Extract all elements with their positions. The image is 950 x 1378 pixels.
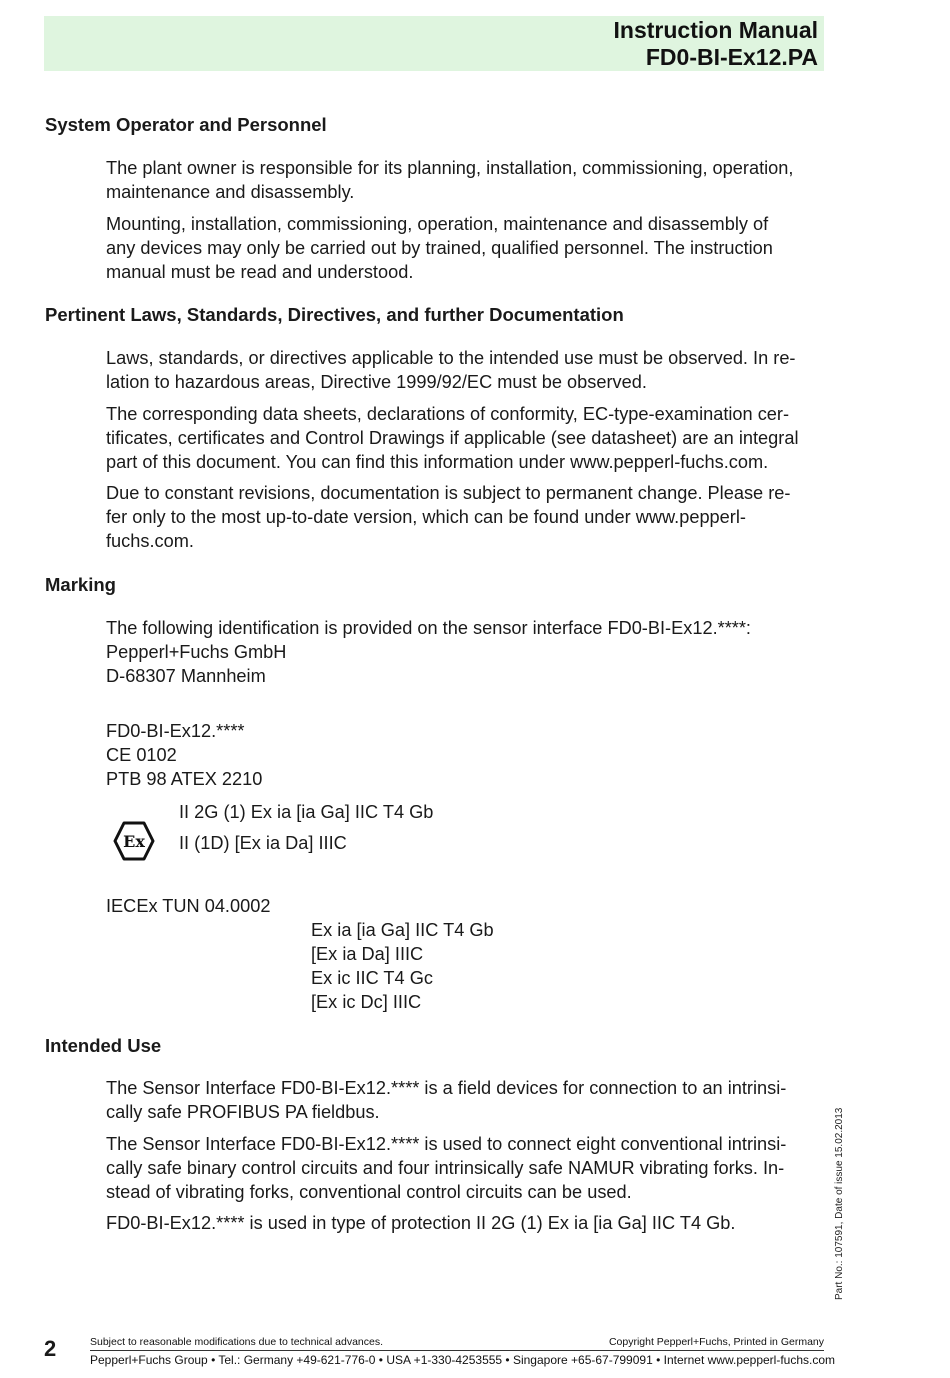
marking-certificate <box>106 719 828 792</box>
footer-disclaimer: Subject to reasonable modifications due to technical advances. <box>90 1336 384 1348</box>
intended-paragraph-2 <box>106 1132 828 1205</box>
text-line: Due to constant revisions, documentation is subject to permanent change. Please re- <box>106 483 791 503</box>
atex-marking-gas: II 2G (1) Ex ia [ia Ga] IIC T4 Gb <box>179 802 434 822</box>
text-line: manual must be read and understood. <box>106 262 414 283</box>
iecex-marking-line: [Ex ia Da] IIIC <box>311 944 424 964</box>
heading-laws: Pertinent Laws, Standards, Directives, and further Documentation <box>45 304 624 325</box>
text-line: D-68307 Mannheim <box>106 666 266 687</box>
text-line: lation to hazardous areas, Directive 1999/92/EC must be observed. <box>106 372 647 393</box>
heading-personnel: System Operator and Personnel <box>45 114 327 135</box>
text-line: tificates, certificates and Control Drawings if applicable (see datasheet) are an integral <box>106 428 799 449</box>
text-line: The Sensor Interface FD0-BI-Ex12.**** is a field devices for connection to an intrinsi- <box>106 1078 787 1098</box>
iecex-marking-line: Ex ia [ia Ga] IIC T4 Gb <box>311 920 494 940</box>
text-line: FD0-BI-Ex12.**** <box>106 721 245 741</box>
footer-divider <box>90 1350 824 1351</box>
laws-paragraph-2 <box>106 402 828 475</box>
text-line: fuchs.com. <box>106 531 194 552</box>
laws-paragraph-3 <box>106 481 828 554</box>
text-line: The corresponding data sheets, declarations of conformity, EC-type-examination cer- <box>106 404 790 424</box>
product-name: FD0-BI-Ex12.PA <box>645 44 818 70</box>
personnel-paragraph-1 <box>106 156 828 204</box>
text-line: CE 0102 <box>106 745 177 766</box>
text-line: FD0-BI-Ex12.**** is used in type of protection II 2G (1) Ex ia [ia Ga] IIC T4 Gb. <box>106 1213 736 1233</box>
text-line: any devices may only be carried out by trained, qualified personnel. The instruction <box>106 238 773 259</box>
text-line: The plant owner is responsible for its planning, installation, commissioning, operation, <box>106 158 794 178</box>
heading-marking: Marking <box>45 574 116 595</box>
iecex-certificate: IECEx TUN 04.0002 <box>106 896 271 916</box>
atex-marking-dust: II (1D) [Ex ia Da] IIIC <box>179 833 347 853</box>
text-line: PTB 98 ATEX 2210 <box>106 769 263 790</box>
iecex-marking-line: [Ex ic Dc] IIIC <box>311 992 422 1012</box>
text-line: Pepperl+Fuchs GmbH <box>106 642 287 663</box>
text-line: The Sensor Interface FD0-BI-Ex12.**** is used to connect eight conventional intrinsi- <box>106 1134 787 1154</box>
text-line: Laws, standards, or directives applicable to the intended use must be observed. In re- <box>106 348 796 368</box>
text-line: fer only to the most up-to-date version, which can be found under www.pepperl- <box>106 507 746 528</box>
intended-paragraph-1 <box>106 1076 828 1124</box>
text-line: stead of vibrating forks, conventional control circuits can be used. <box>106 1182 632 1203</box>
marking-identification <box>106 616 828 689</box>
intended-paragraph-3 <box>106 1211 828 1235</box>
laws-paragraph-1 <box>106 346 828 394</box>
text-line: maintenance and disassembly. <box>106 182 355 203</box>
text-line: Mounting, installation, commissioning, operation, maintenance and disassembly of <box>106 214 769 234</box>
ex-logo-text: Ex <box>123 832 145 851</box>
text-line: part of this document. You can find this information under www.pepperl-fuchs.com. <box>106 452 769 473</box>
footer-copyright: Copyright Pepperl+Fuchs, Printed in Germany <box>608 1336 824 1348</box>
personnel-paragraph-2 <box>106 212 828 285</box>
manual-title: Instruction Manual <box>613 17 818 43</box>
text-line: cally safe binary control circuits and four intrinsically safe NAMUR vibrating forks. In- <box>106 1158 785 1179</box>
text-line: cally safe PROFIBUS PA fieldbus. <box>106 1102 380 1123</box>
footer-contact: Pepperl+Fuchs Group • Tel.: Germany +49-621-776-0 • USA +1-330-4253555 • Singapore +65-67-799091 • Internet www.pepperl-fuchs.com <box>90 1353 836 1367</box>
header-band <box>44 16 824 71</box>
page-number: 2 <box>44 1336 57 1361</box>
heading-intended-use: Intended Use <box>45 1035 162 1056</box>
ex-hexagon-icon <box>113 821 155 861</box>
iecex-marking-line: Ex ic IIC T4 Gc <box>311 968 433 988</box>
part-number-note: Part No.: 107591, Date of issue 15.02.2013 <box>834 1107 845 1300</box>
text-line: The following identification is provided on the sensor interface FD0-BI-Ex12.****: <box>106 618 751 638</box>
